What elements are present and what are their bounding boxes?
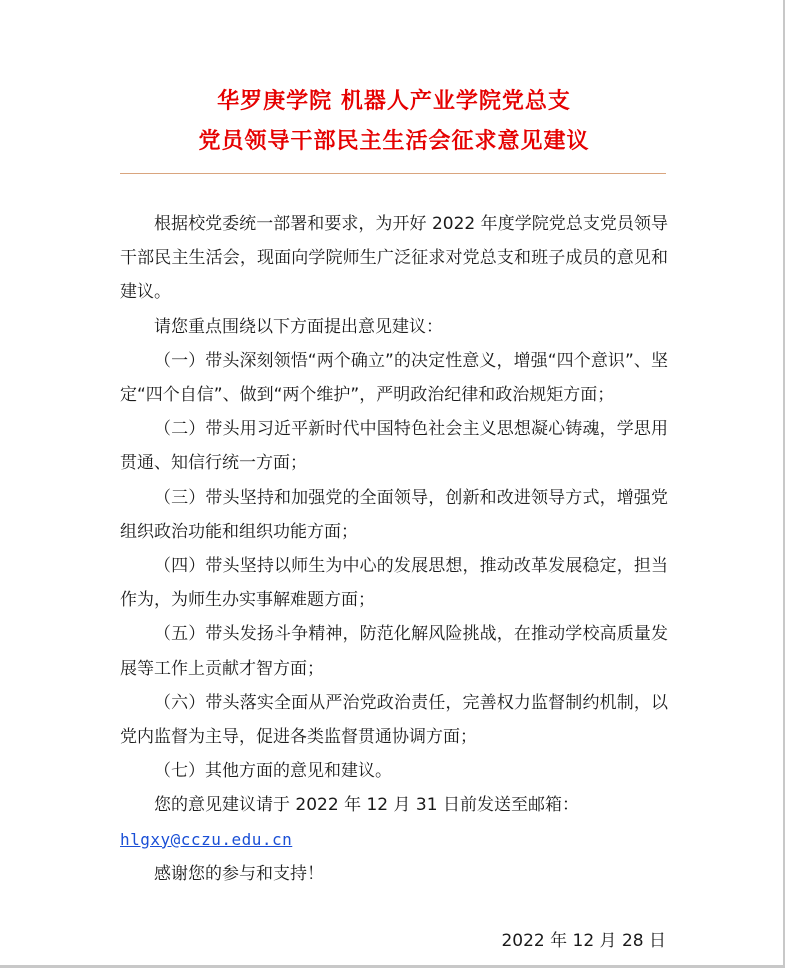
document-body <box>120 207 668 891</box>
title-divider <box>120 173 666 174</box>
document-title-line-1: 华罗庚学院 机器人产业学院党总支 <box>217 89 571 114</box>
item-1: （一）带头深刻领悟“两个确立”的决定性意义，增强“四个意识”、坚定“四个自信”、做到“两个维护”，严明政治纪律和政治规矩方面； <box>120 350 668 406</box>
intro-paragraph: 根据校党委统一部署和要求，为开好 2022 年度学院党总支党员领导干部民主生活会，现面向学院师生广泛征求对党总支和班子成员的意见和建议。 <box>120 214 668 303</box>
item-5: （五）带头发扬斗争精神，防范化解风险挑战，在推动学校高质量发展等工作上贡献才智方面； <box>120 624 668 679</box>
item-4: （四）带头坚持以师生为中心的发展思想，推动改革发展稳定，担当作为，为师生办实事解难题方面； <box>120 556 668 611</box>
document-title-line-2: 党员领导干部民主生活会征求意见建议 <box>198 129 590 154</box>
email-paragraph <box>120 823 668 857</box>
item-3: （三）带头坚持和加强党的全面领导，创新和改进领导方式，增强党组织政治功能和组织功能方面； <box>120 487 668 542</box>
prompt-paragraph: 请您重点围绕以下方面提出意见建议： <box>154 316 443 337</box>
item-2: （二）带头用习近平新时代中国特色社会主义思想凝心铸魂，学思用贯通、知信行统一方面； <box>120 419 668 474</box>
thanks-paragraph: 感谢您的参与和支持！ <box>154 863 324 884</box>
email-link[interactable]: hlgxy@cczu.edu.cn <box>120 829 293 849</box>
submit-paragraph: 您的意见建议请于 2022 年 12 月 31 日前发送至邮箱： <box>154 795 579 816</box>
signature-date: 2022 年 12 月 28 日 <box>501 931 666 951</box>
item-6: （六）带头落实全面从严治党政治责任，完善权力监督制约机制，以党内监督为主导，促进各类监督贯通协调方面； <box>120 692 668 748</box>
item-7: （七）其他方面的意见和建议。 <box>154 761 392 782</box>
